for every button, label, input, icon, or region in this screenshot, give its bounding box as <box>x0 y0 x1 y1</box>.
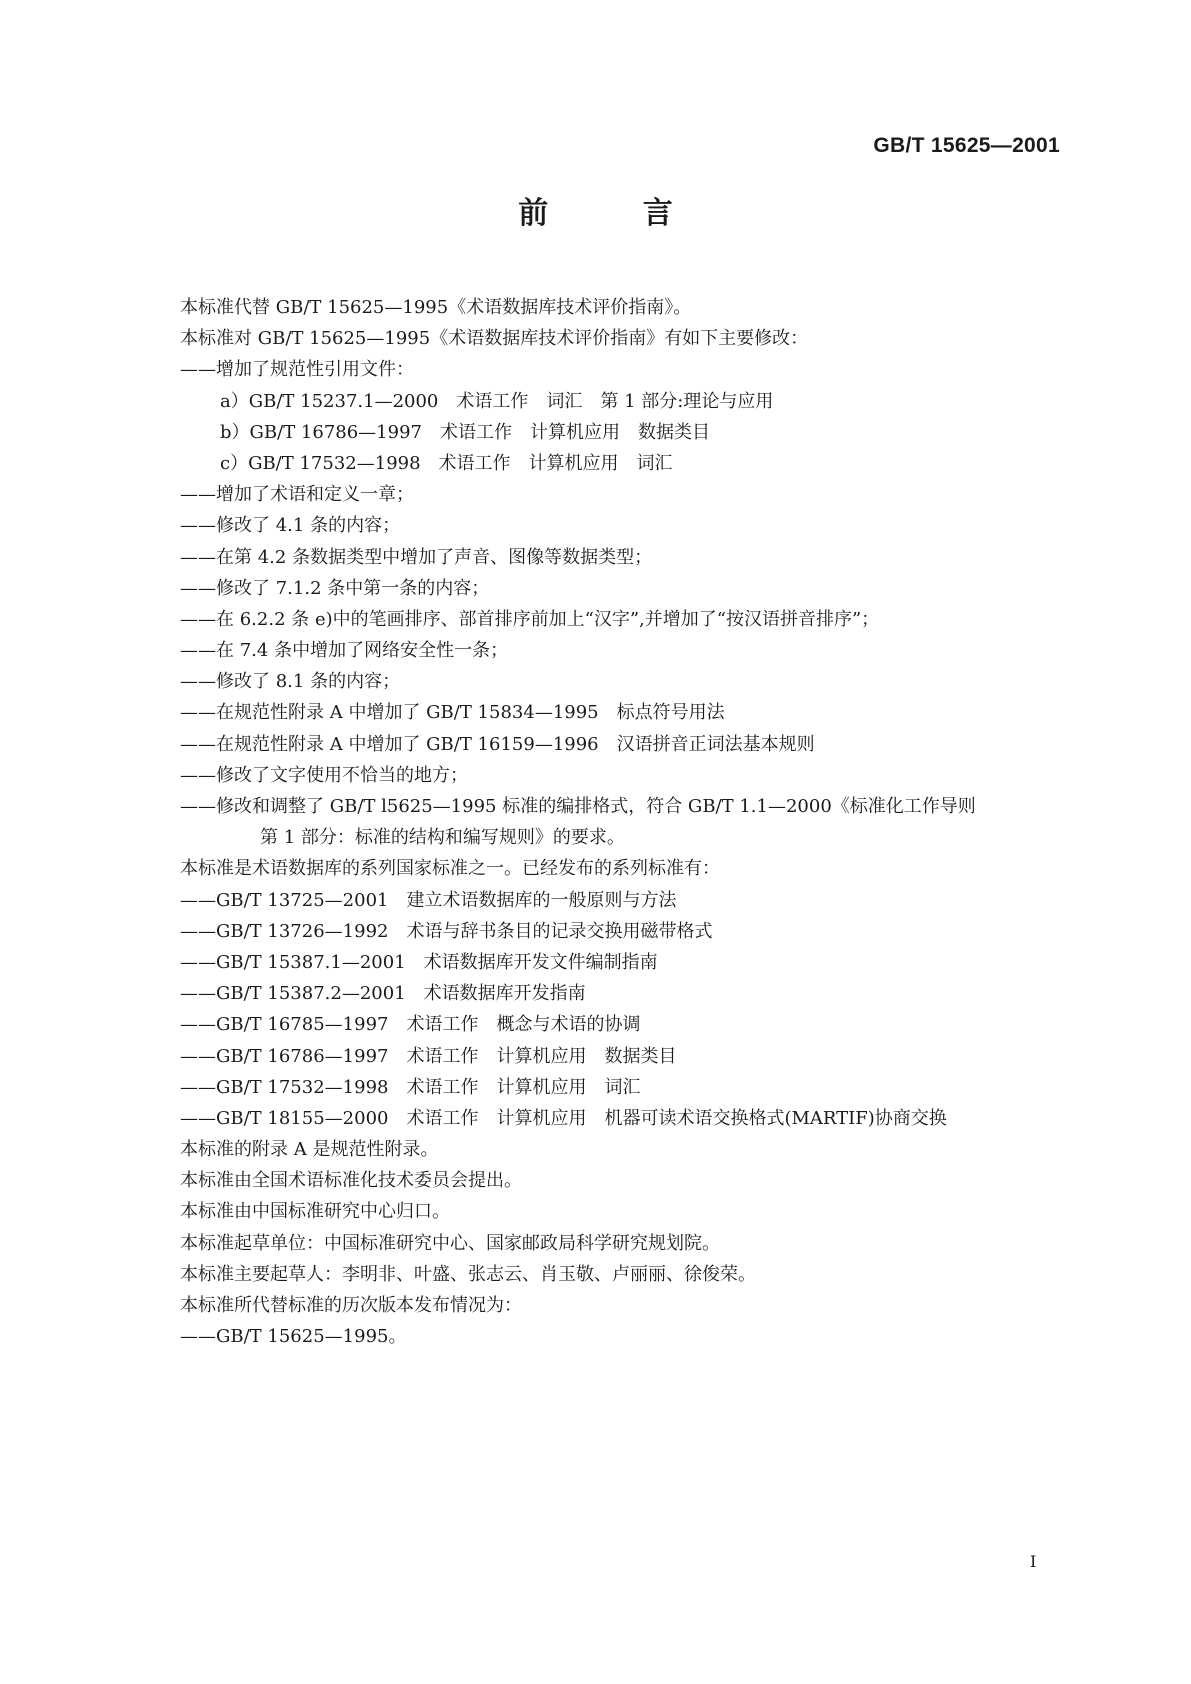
text-line: c）GB/T 17532—1998 术语工作 计算机应用 词汇 <box>220 452 673 474</box>
text-line: 本标准由中国标准研究中心归口。 <box>180 1201 450 1223</box>
text-line: 本标准所代替标准的历次版本发布情况为： <box>180 1295 522 1316</box>
page-title: 前 言 <box>518 196 715 231</box>
text-line: 本标准对 GB/T 15625—1995《术语数据库技术评价指南》有如下主要修改： <box>180 328 809 350</box>
text-line: 本标准代替 GB/T 15625—1995《术语数据库技术评价指南》。 <box>180 297 692 318</box>
text-line: ——增加了术语和定义一章； <box>180 484 414 506</box>
text-line: ——在规范性附录 A 中增加了 GB/T 15834—1995 标点符号用法 <box>180 702 725 724</box>
text-line: ——在 7.4 条中增加了网络安全性一条； <box>180 640 509 662</box>
text-line: ——GB/T 17532—1998 术语工作 计算机应用 词汇 <box>180 1076 641 1098</box>
text-line: ——在规范性附录 A 中增加了 GB/T 16159—1996 汉语拼音正词法基本规则 <box>180 733 815 755</box>
text-line: 本标准的附录 A 是规范性附录。 <box>180 1139 439 1161</box>
text-line: 本标准由全国术语标准化技术委员会提出。 <box>180 1170 522 1192</box>
text-line: 本标准是术语数据库的系列国家标准之一。已经发布的系列标准有： <box>180 858 720 880</box>
standard-code: GB/T 15625—2001 <box>873 134 1060 157</box>
text-line: ——GB/T 15625—1995。 <box>180 1326 407 1348</box>
text-line: ——在 6.2.2 条 e)中的笔画排序、部首排序前加上“汉字”,并增加了“按汉语拼音排序”； <box>180 608 880 630</box>
text-line: ——GB/T 16786—1997 术语工作 计算机应用 数据类目 <box>180 1045 677 1067</box>
text-line: ——修改了文字使用不恰当的地方； <box>180 764 468 786</box>
text-line: ——GB/T 15387.1—2001 术语数据库开发文件编制指南 <box>180 951 658 973</box>
text-line: 本标准起草单位：中国标准研究中心、国家邮政局科学研究规划院。 <box>180 1232 720 1254</box>
text-line: ——GB/T 15387.2—2001 术语数据库开发指南 <box>180 983 586 1005</box>
text-line: ——GB/T 18155—2000 术语工作 计算机应用 机器可读术语交换格式(MARTIF)协商交换 <box>180 1107 947 1129</box>
text-line: ——在第 4.2 条数据类型中增加了声音、图像等数据类型； <box>180 546 653 568</box>
page-number: I <box>1030 1552 1037 1571</box>
text-line: ——修改了 4.1 条的内容； <box>180 515 401 537</box>
text-line: ——GB/T 13725—2001 建立术语数据库的一般原则与方法 <box>180 889 677 911</box>
document-body <box>180 292 1070 1352</box>
text-line: 第 1 部分：标准的结构和编写规则》的要求。 <box>260 827 625 849</box>
text-line: 本标准主要起草人：李明非、叶盛、张志云、肖玉敬、卢丽丽、徐俊荣。 <box>180 1263 756 1285</box>
text-line: ——增加了规范性引用文件： <box>180 359 414 381</box>
text-line: ——修改了 8.1 条的内容； <box>180 671 401 693</box>
text-line: a）GB/T 15237.1—2000 术语工作 词汇 第 1 部分:理论与应用 <box>220 390 774 412</box>
text-line: ——GB/T 13726—1992 术语与辞书条目的记录交换用磁带格式 <box>180 920 713 942</box>
text-line: b）GB/T 16786—1997 术语工作 计算机应用 数据类目 <box>220 421 710 443</box>
text-line: ——GB/T 16785—1997 术语工作 概念与术语的协调 <box>180 1014 641 1036</box>
text-line: ——修改了 7.1.2 条中第一条的内容； <box>180 577 490 599</box>
text-line: ——修改和调整了 GB/T l5625—1995 标准的编排格式，符合 GB/T 1.1—2000《标准化工作导则 <box>180 796 976 817</box>
